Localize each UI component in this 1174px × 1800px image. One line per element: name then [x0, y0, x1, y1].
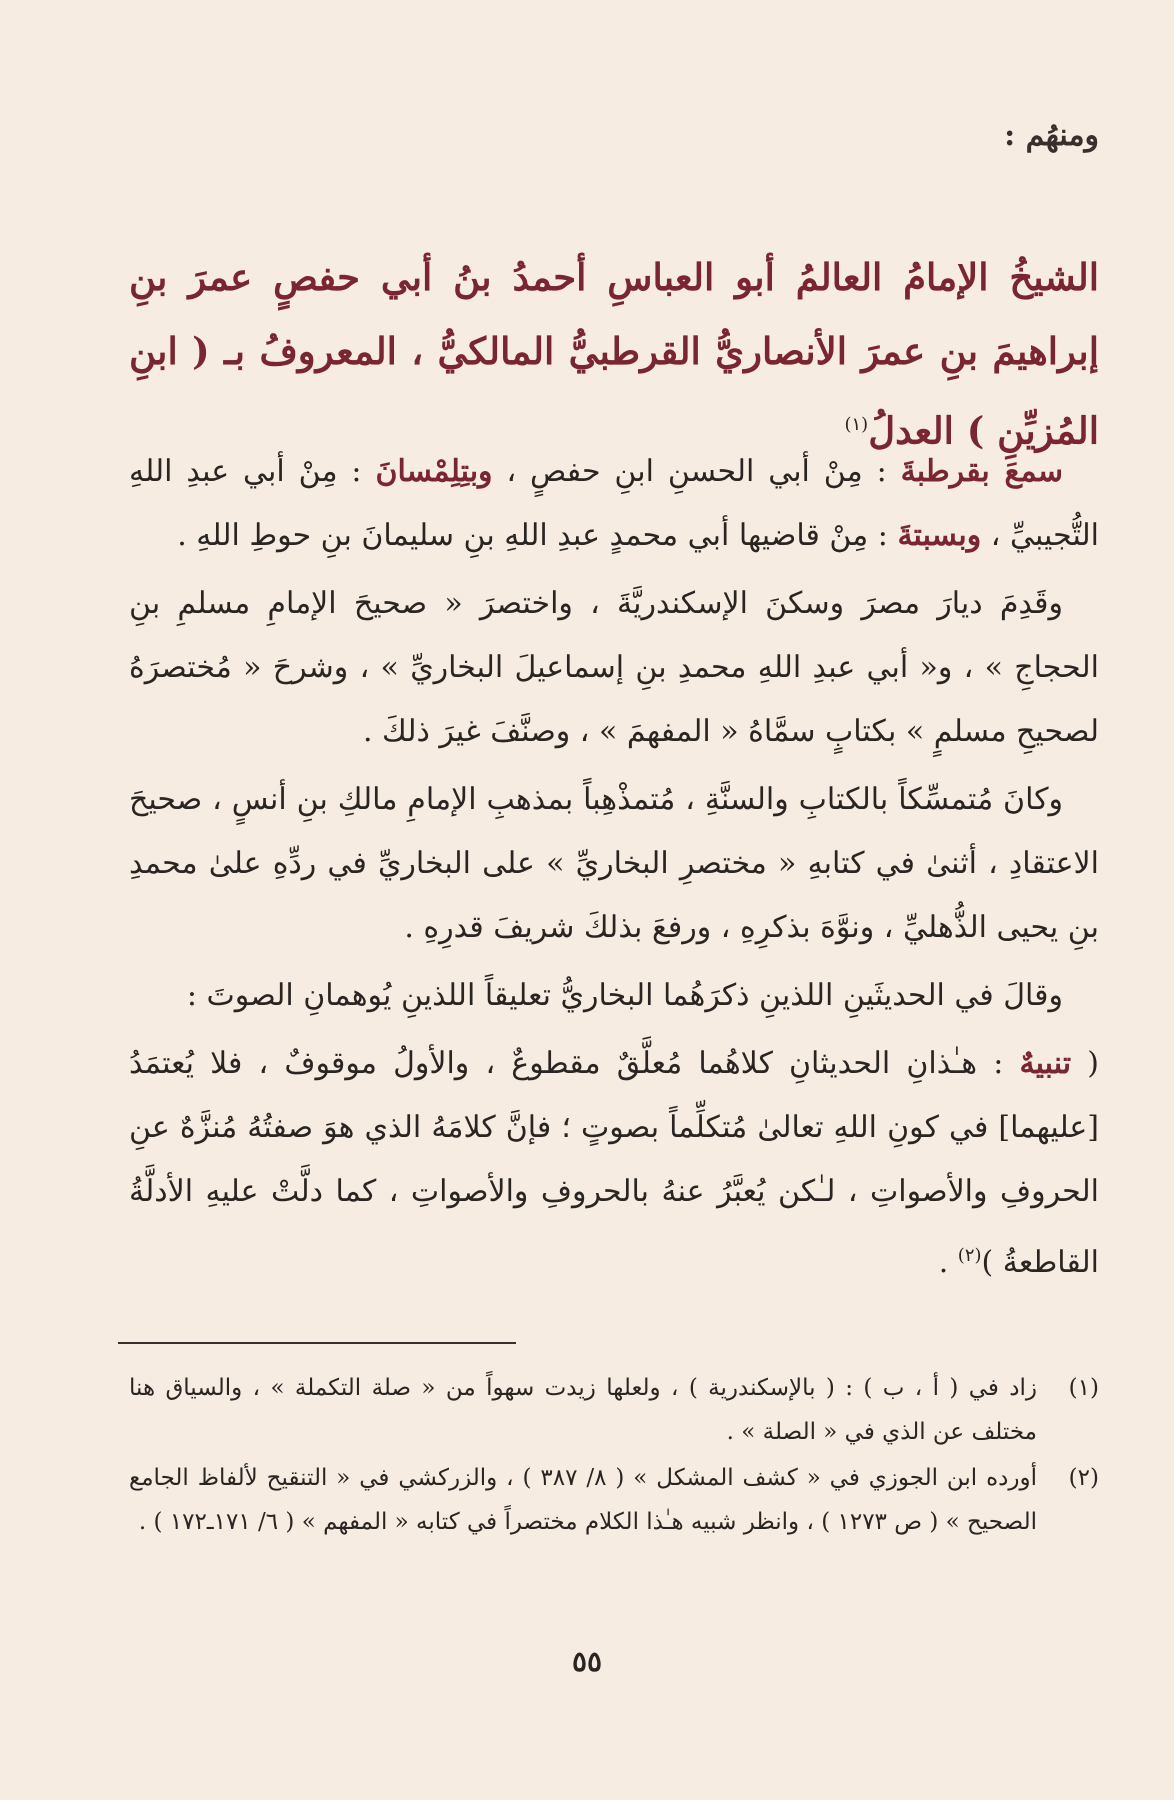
- place-cordoba: سمعَ بقرطبةَ: [900, 454, 1063, 489]
- footnotes: [129, 1366, 1099, 1546]
- paragraph-quote: [129, 1032, 1099, 1295]
- quote-text: : هـٰذانِ الحديثانِ كلاهُما مُعلَّقٌ مقطوعٌ ، والأولُ موقوفٌ ، فلا يُعتمَدُ [عليهما] في كونِ اللهِ تعالىٰ مُتكلِّماً بصوتٍ ؛ فإنَّ كلامَهُ الذي هوَ صفتُهُ مُنزَّهٌ عنِ الحروفِ والأصواتِ ، لـٰكن يُعبَّرُ عنهُ بالحروفِ والأصواتِ ، كما دلَّتْ عليهِ الأدلَّةُ القاطعةُ ): [129, 1046, 1099, 1280]
- paragraph-teachers: [129, 440, 1099, 568]
- paragraph-text: : مِنْ أبي عبدِ اللهِ التُّجيبيِّ ،: [129, 454, 1099, 553]
- page-number: ٥٥: [571, 1645, 603, 1678]
- quote-footnote-marker: (٢): [957, 1245, 982, 1266]
- footnote-text: زاد في ( أ ، ب ) : ( بالإسكندرية ) ، ولعلها زيدت سهواً من « صلة التكملة » ، والسياق هنا مختلف عن الذي في « الصلة » .: [129, 1375, 1037, 1445]
- footnote-number: (١): [1068, 1375, 1099, 1401]
- place-tlemcen: وبتِلِمْسانَ: [375, 454, 493, 489]
- title-footnote-marker: (١): [844, 414, 869, 435]
- place-ceuta: وبسبتةَ: [897, 518, 982, 553]
- paragraph-creed: وكانَ مُتمسِّكاً بالكتابِ والسنَّةِ ، مُتمذْهِباً بمذهبِ الإمامِ مالكِ بنِ أنسٍ ، صحيحَ الاعتقادِ ، أثنىٰ في كتابهِ « مختصرِ البخاريِّ » على البخاريِّ في ردِّهِ علىٰ محمدِ بنِ يحيى الذُّهليِّ ، ونوَّهَ بذكرِهِ ، ورفعَ بذلكَ شريفَ قدرِهِ .: [129, 782, 1099, 945]
- main-content: [129, 440, 1099, 1299]
- title-text: الشيخُ الإمامُ العالمُ أبو العباسِ أحمدُ بنُ أبي حفصٍ عمرَ بنِ إبراهيمَ بنِ عمرَ الأنصاريُّ القرطبيُّ المالكيُّ ، المعروفُ بـ ( ابنِ المُزيِّنِ ) العدلُ: [129, 255, 1099, 453]
- footnote-divider: [118, 1342, 516, 1344]
- paragraph-quote-intro: وقالَ في الحديثَينِ اللذينِ ذكرَهُما البخاريُّ تعليقاً اللذينِ يُوهمانِ الصوتَ :: [186, 978, 1063, 1013]
- paragraph-works: وقَدِمَ ديارَ مصرَ وسكنَ الإسكندريَّةَ ، واختصرَ « صحيحَ الإمامِ مسلمِ بنِ الحجاجِ » ، و« أبي عبدِ اللهِ محمدِ بنِ إسماعيلَ البخاريِّ » ، وشرحَ « مُختصرَهُ لصحيحِ مسلمٍ » بكتابٍ سمَّاهُ « المفهمَ » ، وصنَّفَ غيرَ ذلكَ .: [129, 586, 1099, 749]
- footnote-number: (٢): [1068, 1465, 1099, 1491]
- footnote-text: أورده ابن الجوزي في « كشف المشكل » ( ٨/ ٣٨٧ ) ، والزركشي في « التنقيح لألفاظ الجامع الصحيح » ( ص ١٢٧٣ ) ، وانظر شبيه هـٰذا الكلام مختصراً في كتابه « المفهم » ( ٦/ ١٧١ـ١٧٢ ) .: [129, 1465, 1038, 1535]
- paragraph-text: : مِنْ قاضيها أبي محمدٍ عبدِ اللهِ بنِ سليمانَ بنِ حوطِ اللهِ .: [177, 518, 898, 553]
- note-label: تنبيهٌ: [1019, 1046, 1072, 1081]
- section-heading: ومنهُم :: [1004, 118, 1099, 153]
- footnote-1: [129, 1366, 1099, 1454]
- footnote-2: [129, 1456, 1099, 1544]
- quote-end: .: [938, 1245, 958, 1280]
- biography-title: [129, 240, 1099, 467]
- paragraph-text: : مِنْ أبي الحسنِ ابنِ حفصٍ ،: [492, 454, 901, 489]
- quote-open: (: [1071, 1046, 1099, 1081]
